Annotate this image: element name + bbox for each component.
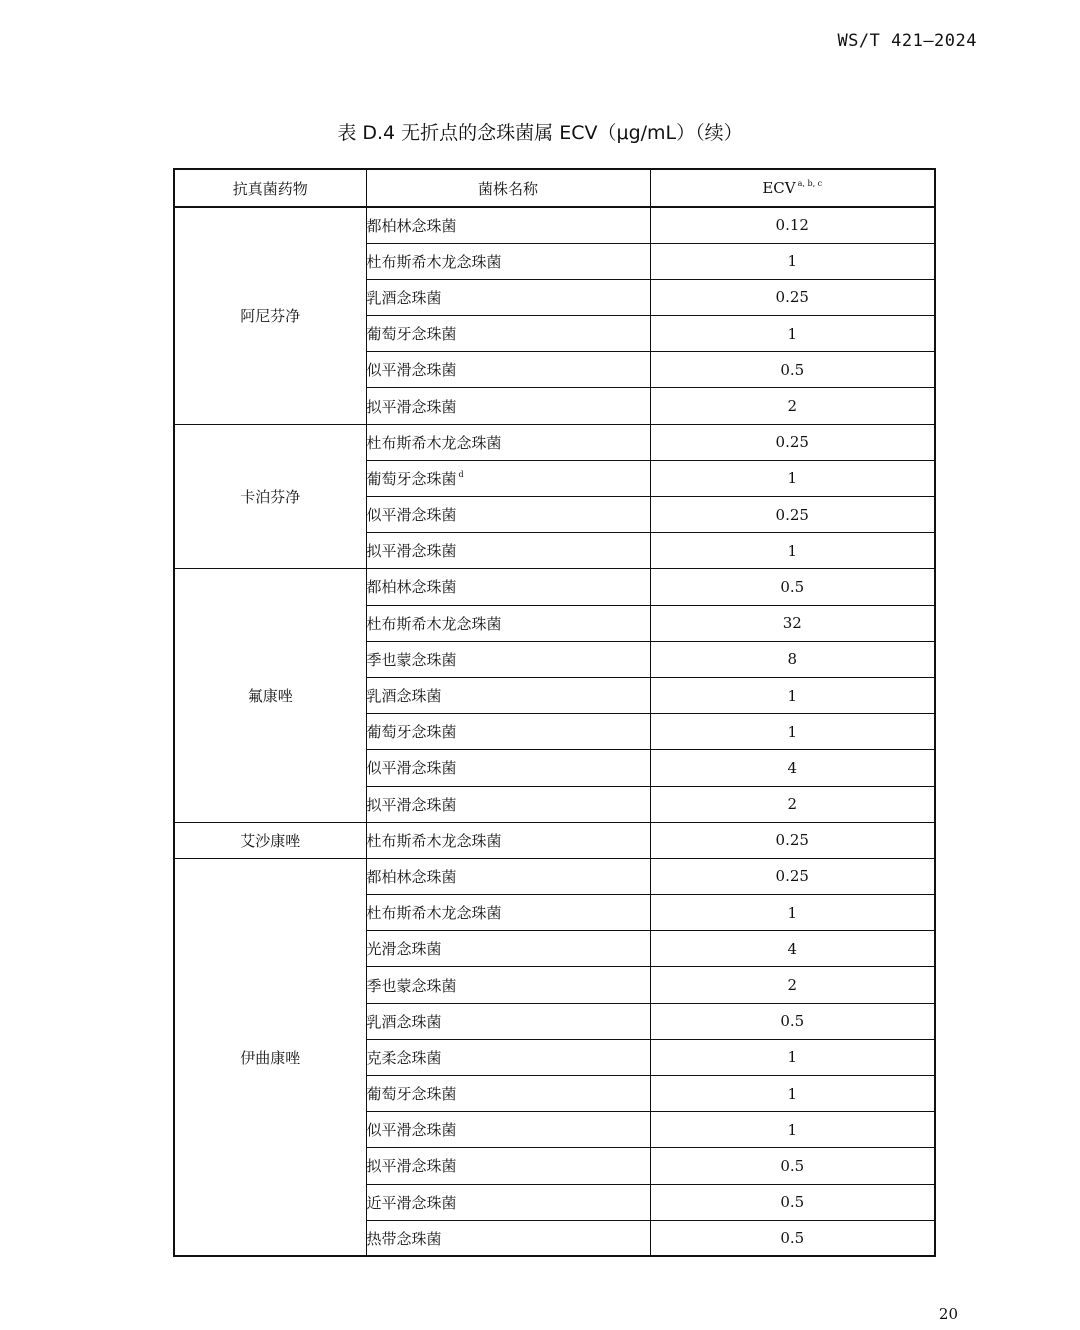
strain-name-text: 拟平滑念珠菌 <box>366 1157 457 1176</box>
strain-name-cell <box>366 895 650 931</box>
drug-name-cell: 艾沙康唑 <box>174 822 366 858</box>
ecv-value-cell: 8 <box>650 641 935 677</box>
ecv-value-cell: 1 <box>650 1112 935 1148</box>
strain-name-text: 杜布斯希木龙念珠菌 <box>366 904 502 923</box>
strain-name-text: 似平滑念珠菌 <box>366 759 457 778</box>
strain-name-cell <box>366 714 650 750</box>
strain-name-text: 葡萄牙念珠菌 <box>366 723 457 742</box>
strain-name-text: 乳酒念珠菌 <box>366 687 442 706</box>
column-header-drug: 抗真菌药物 <box>174 169 366 207</box>
strain-name-text: 季也蒙念珠菌 <box>366 976 457 995</box>
strain-name-text: 葡萄牙念珠菌 <box>366 1085 457 1104</box>
page-number: 20 <box>938 1305 958 1323</box>
strain-name-text: 乳酒念珠菌 <box>366 288 442 307</box>
strain-name-cell <box>366 677 650 713</box>
drug-name-cell: 阿尼芬净 <box>174 207 366 424</box>
strain-name-cell <box>366 1148 650 1184</box>
strain-name-cell <box>366 1039 650 1075</box>
ecv-value-cell: 0.5 <box>650 1220 935 1256</box>
drug-name-cell: 氟康唑 <box>174 569 366 822</box>
ecv-value-cell: 0.5 <box>650 1184 935 1220</box>
column-header-strain: 菌株名称 <box>366 169 650 207</box>
ecv-value-cell: 1 <box>650 1039 935 1075</box>
strain-name-cell <box>366 750 650 786</box>
table-row <box>174 207 935 243</box>
strain-name-cell <box>366 316 650 352</box>
drug-name-cell: 卡泊芬净 <box>174 424 366 569</box>
ecv-value-cell: 1 <box>650 895 935 931</box>
table-body <box>174 207 935 1256</box>
strain-name-cell <box>366 641 650 677</box>
strain-name-text: 杜布斯希木龙念珠菌 <box>366 831 502 850</box>
ecv-value-cell: 4 <box>650 750 935 786</box>
column-header-ecv <box>650 169 935 207</box>
table-title: 表 D.4 无折点的念珠菌属 ECV（μg/mL）（续） <box>337 122 743 144</box>
ecv-value-cell: 0.25 <box>650 822 935 858</box>
table-row <box>174 822 935 858</box>
strain-name-cell <box>366 858 650 894</box>
strain-name-cell <box>366 460 650 496</box>
ecv-value-cell: 0.12 <box>650 207 935 243</box>
strain-name-text: 乳酒念珠菌 <box>366 1012 442 1031</box>
ecv-value-cell: 2 <box>650 967 935 1003</box>
ecv-table <box>173 168 936 1257</box>
ecv-value-cell: 4 <box>650 931 935 967</box>
ecv-header-label: ECV <box>762 179 796 197</box>
strain-name-cell <box>366 931 650 967</box>
strain-name-text: 克柔念珠菌 <box>366 1048 442 1067</box>
table-row <box>174 424 935 460</box>
ecv-header-footnote-marks: a, b, c <box>797 179 823 188</box>
ecv-value-cell: 1 <box>650 460 935 496</box>
strain-name-text: 近平滑念珠菌 <box>366 1193 457 1212</box>
strain-name-text: 季也蒙念珠菌 <box>366 650 457 669</box>
strain-name-cell <box>366 605 650 641</box>
strain-name-text: 葡萄牙念珠菌 <box>366 325 457 344</box>
strain-name-cell <box>366 1184 650 1220</box>
ecv-value-cell: 0.5 <box>650 352 935 388</box>
strain-name-cell <box>366 822 650 858</box>
ecv-value-cell: 0.5 <box>650 1148 935 1184</box>
strain-name-text: 都柏林念珠菌 <box>366 867 457 886</box>
strain-name-text: 热带念珠菌 <box>366 1229 442 1248</box>
strain-name-text: 拟平滑念珠菌 <box>366 795 457 814</box>
ecv-value-cell: 2 <box>650 786 935 822</box>
ecv-value-cell: 0.25 <box>650 497 935 533</box>
drug-name-cell: 伊曲康唑 <box>174 858 366 1256</box>
table-row <box>174 858 935 894</box>
document-code: WS/T 421—2024 <box>837 31 977 51</box>
strain-name-cell <box>366 967 650 1003</box>
strain-name-cell <box>366 279 650 315</box>
strain-name-cell <box>366 786 650 822</box>
strain-name-cell <box>366 1112 650 1148</box>
strain-name-text: 杜布斯希木龙念珠菌 <box>366 614 502 633</box>
ecv-value-cell: 1 <box>650 714 935 750</box>
strain-name-cell <box>366 243 650 279</box>
strain-name-cell <box>366 388 650 424</box>
ecv-value-cell: 0.5 <box>650 1003 935 1039</box>
footnote-mark: d <box>458 469 464 479</box>
ecv-value-cell: 0.25 <box>650 424 935 460</box>
ecv-value-cell: 1 <box>650 1076 935 1112</box>
ecv-value-cell: 1 <box>650 316 935 352</box>
strain-name-cell <box>366 1220 650 1256</box>
strain-name-text: 杜布斯希木龙念珠菌 <box>366 252 502 271</box>
strain-name-text: 似平滑念珠菌 <box>366 361 457 380</box>
strain-name-cell <box>366 497 650 533</box>
strain-name-text: 拟平滑念珠菌 <box>366 542 457 561</box>
strain-name-text: 葡萄牙念珠菌 <box>366 469 457 488</box>
ecv-value-cell: 0.5 <box>650 569 935 605</box>
strain-name-text: 都柏林念珠菌 <box>366 578 457 597</box>
table-row <box>174 569 935 605</box>
strain-name-cell <box>366 352 650 388</box>
strain-name-text: 杜布斯希木龙念珠菌 <box>366 433 502 452</box>
strain-name-cell <box>366 207 650 243</box>
strain-name-text: 似平滑念珠菌 <box>366 506 457 525</box>
strain-name-cell <box>366 1076 650 1112</box>
strain-name-cell <box>366 1003 650 1039</box>
ecv-value-cell: 2 <box>650 388 935 424</box>
strain-name-cell <box>366 569 650 605</box>
table-header-row <box>174 169 935 207</box>
ecv-value-cell: 0.25 <box>650 858 935 894</box>
strain-name-cell <box>366 424 650 460</box>
strain-name-cell <box>366 533 650 569</box>
ecv-value-cell: 1 <box>650 243 935 279</box>
strain-name-text: 似平滑念珠菌 <box>366 1121 457 1140</box>
strain-name-text: 光滑念珠菌 <box>366 940 442 959</box>
ecv-value-cell: 1 <box>650 533 935 569</box>
ecv-value-cell: 0.25 <box>650 279 935 315</box>
strain-name-text: 拟平滑念珠菌 <box>366 397 457 416</box>
ecv-value-cell: 32 <box>650 605 935 641</box>
strain-name-text: 都柏林念珠菌 <box>366 216 457 235</box>
ecv-value-cell: 1 <box>650 677 935 713</box>
